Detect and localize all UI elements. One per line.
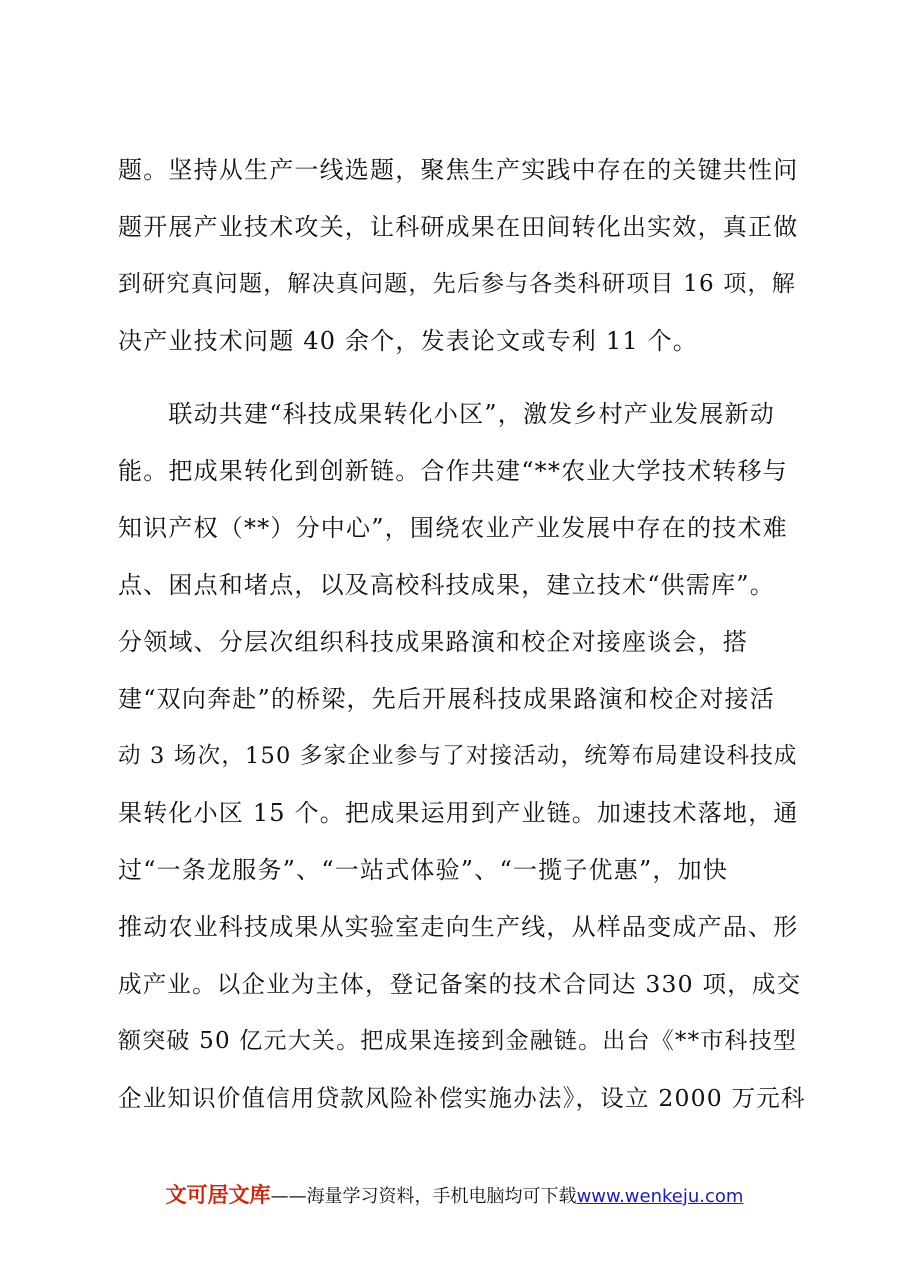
text-line: 果转化小区 15 个。把成果运用到产业链。加速技术落地，通 [118, 799, 799, 827]
text-line: 分领域、分层次组织科技成果路演和校企对接座谈会，搭 [118, 628, 748, 656]
text-line: 联动共建“科技成果转化小区”，激发乡村产业发展新动 [118, 400, 775, 428]
text-line: 题。坚持从生产一线选题，聚焦生产实践中存在的关键共性问 [118, 156, 799, 184]
footer-banner [0, 1180, 909, 1212]
text-line: 点、困点和堵点，以及高校科技成果，建立技术“供需库”。 [118, 571, 775, 599]
footer-site-link[interactable]: www.wenkeju.com [576, 1186, 744, 1207]
text-line: 能。把成果转化到创新链。合作共建“**农业大学技术转移与 [118, 457, 788, 485]
text-line: 成产业。以企业为主体，登记备案的技术合同达 330 项，成交 [118, 970, 802, 998]
footer-brand: 文可居文库 [165, 1183, 271, 1207]
footer-tagline: ——海量学习资料，手机电脑均可下载 [270, 1186, 577, 1207]
text-line: 建“双向奔赴”的桥梁，先后开展科技成果路演和校企对接活 [118, 685, 775, 713]
text-line: 推动农业科技成果从实验室走向生产线，从样品变成产品、形 [118, 913, 799, 941]
text-line: 额突破 50 亿元大关。把成果连接到金融链。出台《**市科技型 [118, 1028, 798, 1054]
text-line: 决产业技术问题 40 余个，发表论文或专利 11 个。 [118, 327, 698, 355]
text-line: 题开展产业技术攻关，让科研成果在田间转化出实效，真正做 [118, 213, 799, 241]
text-line: 企业知识价值信用贷款风险补偿实施办法》，设立 2000 万元科 [118, 1084, 806, 1112]
text-line: 过“一条龙服务”、“一站式体验”、“一揽子优惠”，加快 [118, 856, 729, 884]
text-line: 到研究真问题，解决真问题，先后参与各类科研项目 16 项，解 [118, 271, 796, 297]
text-line: 动 3 场次，150 多家企业参与了对接活动，统筹布局建设科技成 [118, 743, 798, 769]
text-line: 知识产权（**）分中心”，围绕农业产业发展中存在的技术难 [118, 514, 788, 542]
